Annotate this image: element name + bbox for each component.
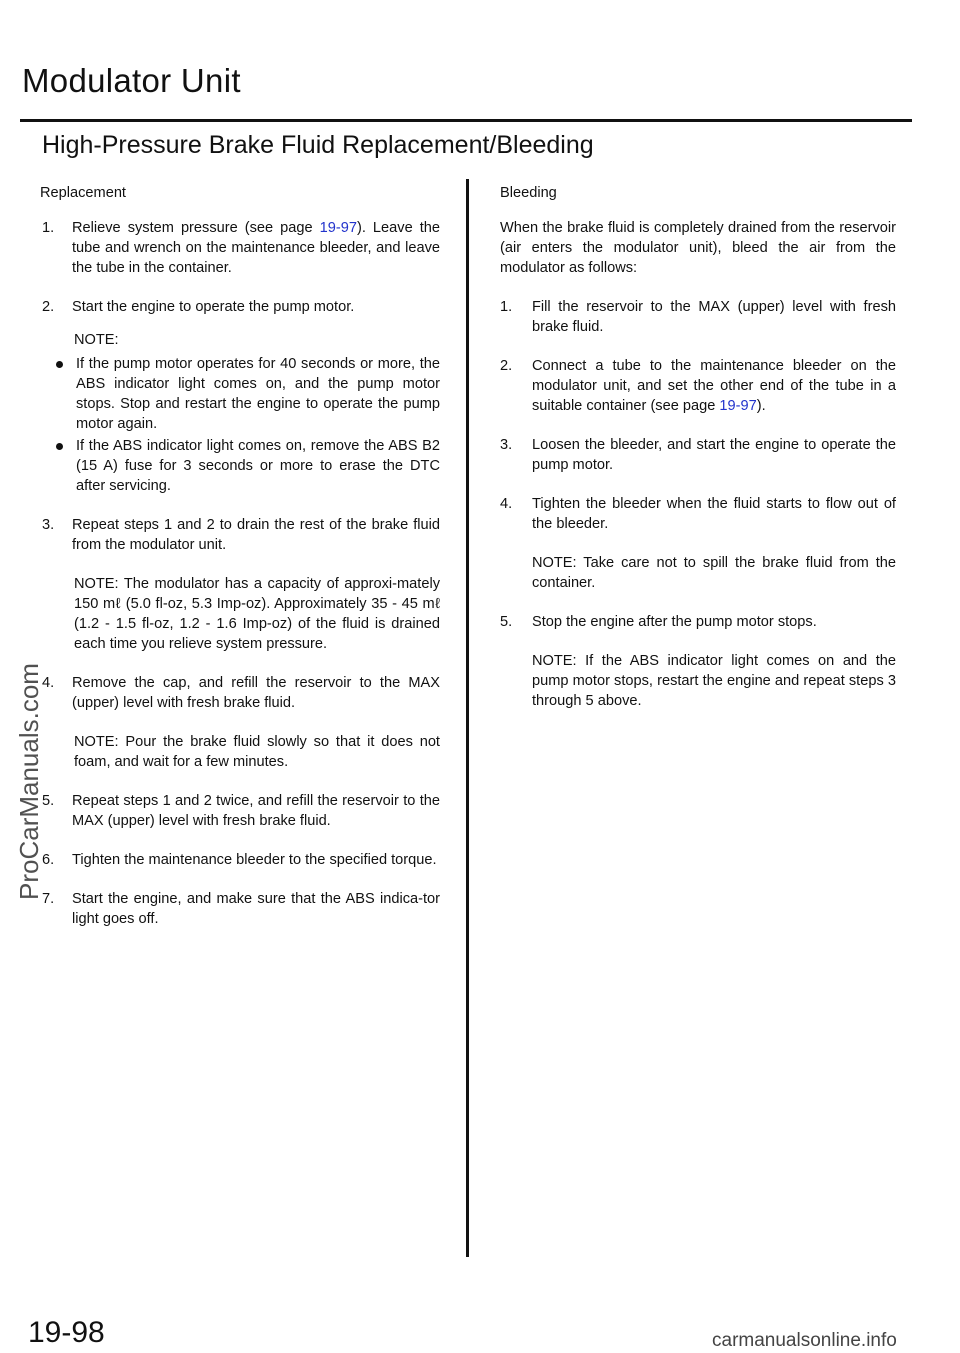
step-text: Connect a tube to the maintenance bleeder on the modulator unit, and set the other end of the tube in a suitable container (see page 19-97). — [532, 358, 896, 414]
page-link-19-97[interactable]: 19-97 — [719, 398, 757, 414]
step-3-note: NOTE: The modulator has a capacity of approxi-mately 150 mℓ (5.0 fl-oz, 5.3 Imp-oz). Approximately 35 - 45 mℓ (1.2 - 1.5 fl-oz, 1.2 - 1.6 Imp-oz) of the fluid is drained each time you relieve system pressure. — [74, 576, 440, 652]
step-number: 4. — [500, 496, 513, 512]
note-bullet — [54, 436, 440, 496]
replacement-step-6 — [30, 850, 440, 870]
step-number: 2. — [42, 299, 55, 315]
bullet-dot-icon — [54, 436, 76, 496]
step-number: 3. — [500, 437, 513, 453]
bleeding-step-2 — [498, 356, 896, 416]
step-number: 4. — [42, 675, 55, 691]
step-number: 3. — [42, 517, 55, 533]
section-title: High-Pressure Brake Fluid Replacement/Bleeding — [42, 131, 594, 159]
replacement-step-2 — [30, 297, 440, 317]
step-number: 6. — [42, 852, 55, 868]
step-text: Relieve system pressure (see page 19-97). Leave the tube and wrench on the maintenance bleeder, and leave the tube in the container. — [72, 220, 440, 276]
replacement-step-5 — [30, 791, 440, 831]
step-number: 1. — [42, 220, 55, 236]
step-4-note: NOTE: Take care not to spill the brake fluid from the container. — [532, 555, 896, 591]
title-rule — [20, 119, 912, 122]
bleeding-step-3 — [498, 435, 896, 475]
bleeding-step-1 — [498, 297, 896, 337]
bleeding-intro: When the brake fluid is completely drained from the reservoir (air enters the modulator unit), bleed the air from the modulator as follows: — [500, 220, 896, 276]
step-text: Stop the engine after the pump motor stops. — [532, 614, 817, 630]
step-text: Start the engine, and make sure that the ABS indica-tor light goes off. — [72, 891, 440, 927]
bleeding-column — [498, 183, 896, 730]
step-number: 2. — [500, 358, 513, 374]
step-text: Loosen the bleeder, and start the engine to operate the pump motor. — [532, 437, 896, 473]
step-text: Fill the reservoir to the MAX (upper) level with fresh brake fluid. — [532, 299, 896, 335]
replacement-step-1 — [30, 218, 440, 278]
page-number: 19-98 — [28, 1316, 105, 1349]
step-text: Remove the cap, and refill the reservoir to the MAX (upper) level with fresh brake fluid. — [72, 675, 440, 711]
replacement-step-7 — [30, 889, 440, 929]
step-number: 5. — [500, 614, 513, 630]
step-text: Tighten the maintenance bleeder to the specified torque. — [72, 852, 437, 868]
step-number: 1. — [500, 299, 513, 315]
step-text: Start the engine to operate the pump motor. — [72, 299, 355, 315]
watermark: ProCarManuals.com — [14, 663, 44, 900]
page-title: Modulator Unit — [22, 62, 241, 99]
bleeding-step-5 — [498, 612, 896, 632]
bullet-text: If the pump motor operates for 40 seconds or more, the ABS indicator light comes on, and the pump motor stops. Stop and restart the engine to operate the pump motor again. — [76, 356, 440, 432]
bullet-text: If the ABS indicator light comes on, remove the ABS B2 (15 A) fuse for 3 seconds or more to erase the DTC after servicing. — [76, 438, 440, 494]
bleeding-heading: Bleeding — [500, 185, 557, 201]
column-divider — [466, 179, 469, 1257]
replacement-heading: Replacement — [40, 185, 126, 201]
replacement-step-4 — [30, 673, 440, 713]
bleeding-step-4 — [498, 494, 896, 534]
step-number: 5. — [42, 793, 55, 809]
footer-site-link[interactable]: carmanualsonline.info — [712, 1330, 897, 1351]
step-number: 7. — [42, 891, 55, 907]
bullet-dot-icon — [54, 354, 76, 434]
replacement-step-3 — [30, 515, 440, 555]
step-4-note: NOTE: Pour the brake fluid slowly so that it does not foam, and wait for a few minutes. — [74, 734, 440, 770]
step-text: Repeat steps 1 and 2 to drain the rest of the brake fluid from the modulator unit. — [72, 517, 440, 553]
step-5-note: NOTE: If the ABS indicator light comes on and the pump motor stops, restart the engine and repeat steps 3 through 5 above. — [532, 653, 896, 709]
step-text: Repeat steps 1 and 2 twice, and refill the reservoir to the MAX (upper) level with fresh brake fluid. — [72, 793, 440, 829]
step-text: Tighten the bleeder when the fluid starts to flow out of the bleeder. — [532, 496, 896, 532]
replacement-column — [30, 183, 440, 948]
note-bullet — [54, 354, 440, 434]
note-label: NOTE: — [74, 332, 119, 348]
page-link-19-97[interactable]: 19-97 — [319, 220, 357, 236]
